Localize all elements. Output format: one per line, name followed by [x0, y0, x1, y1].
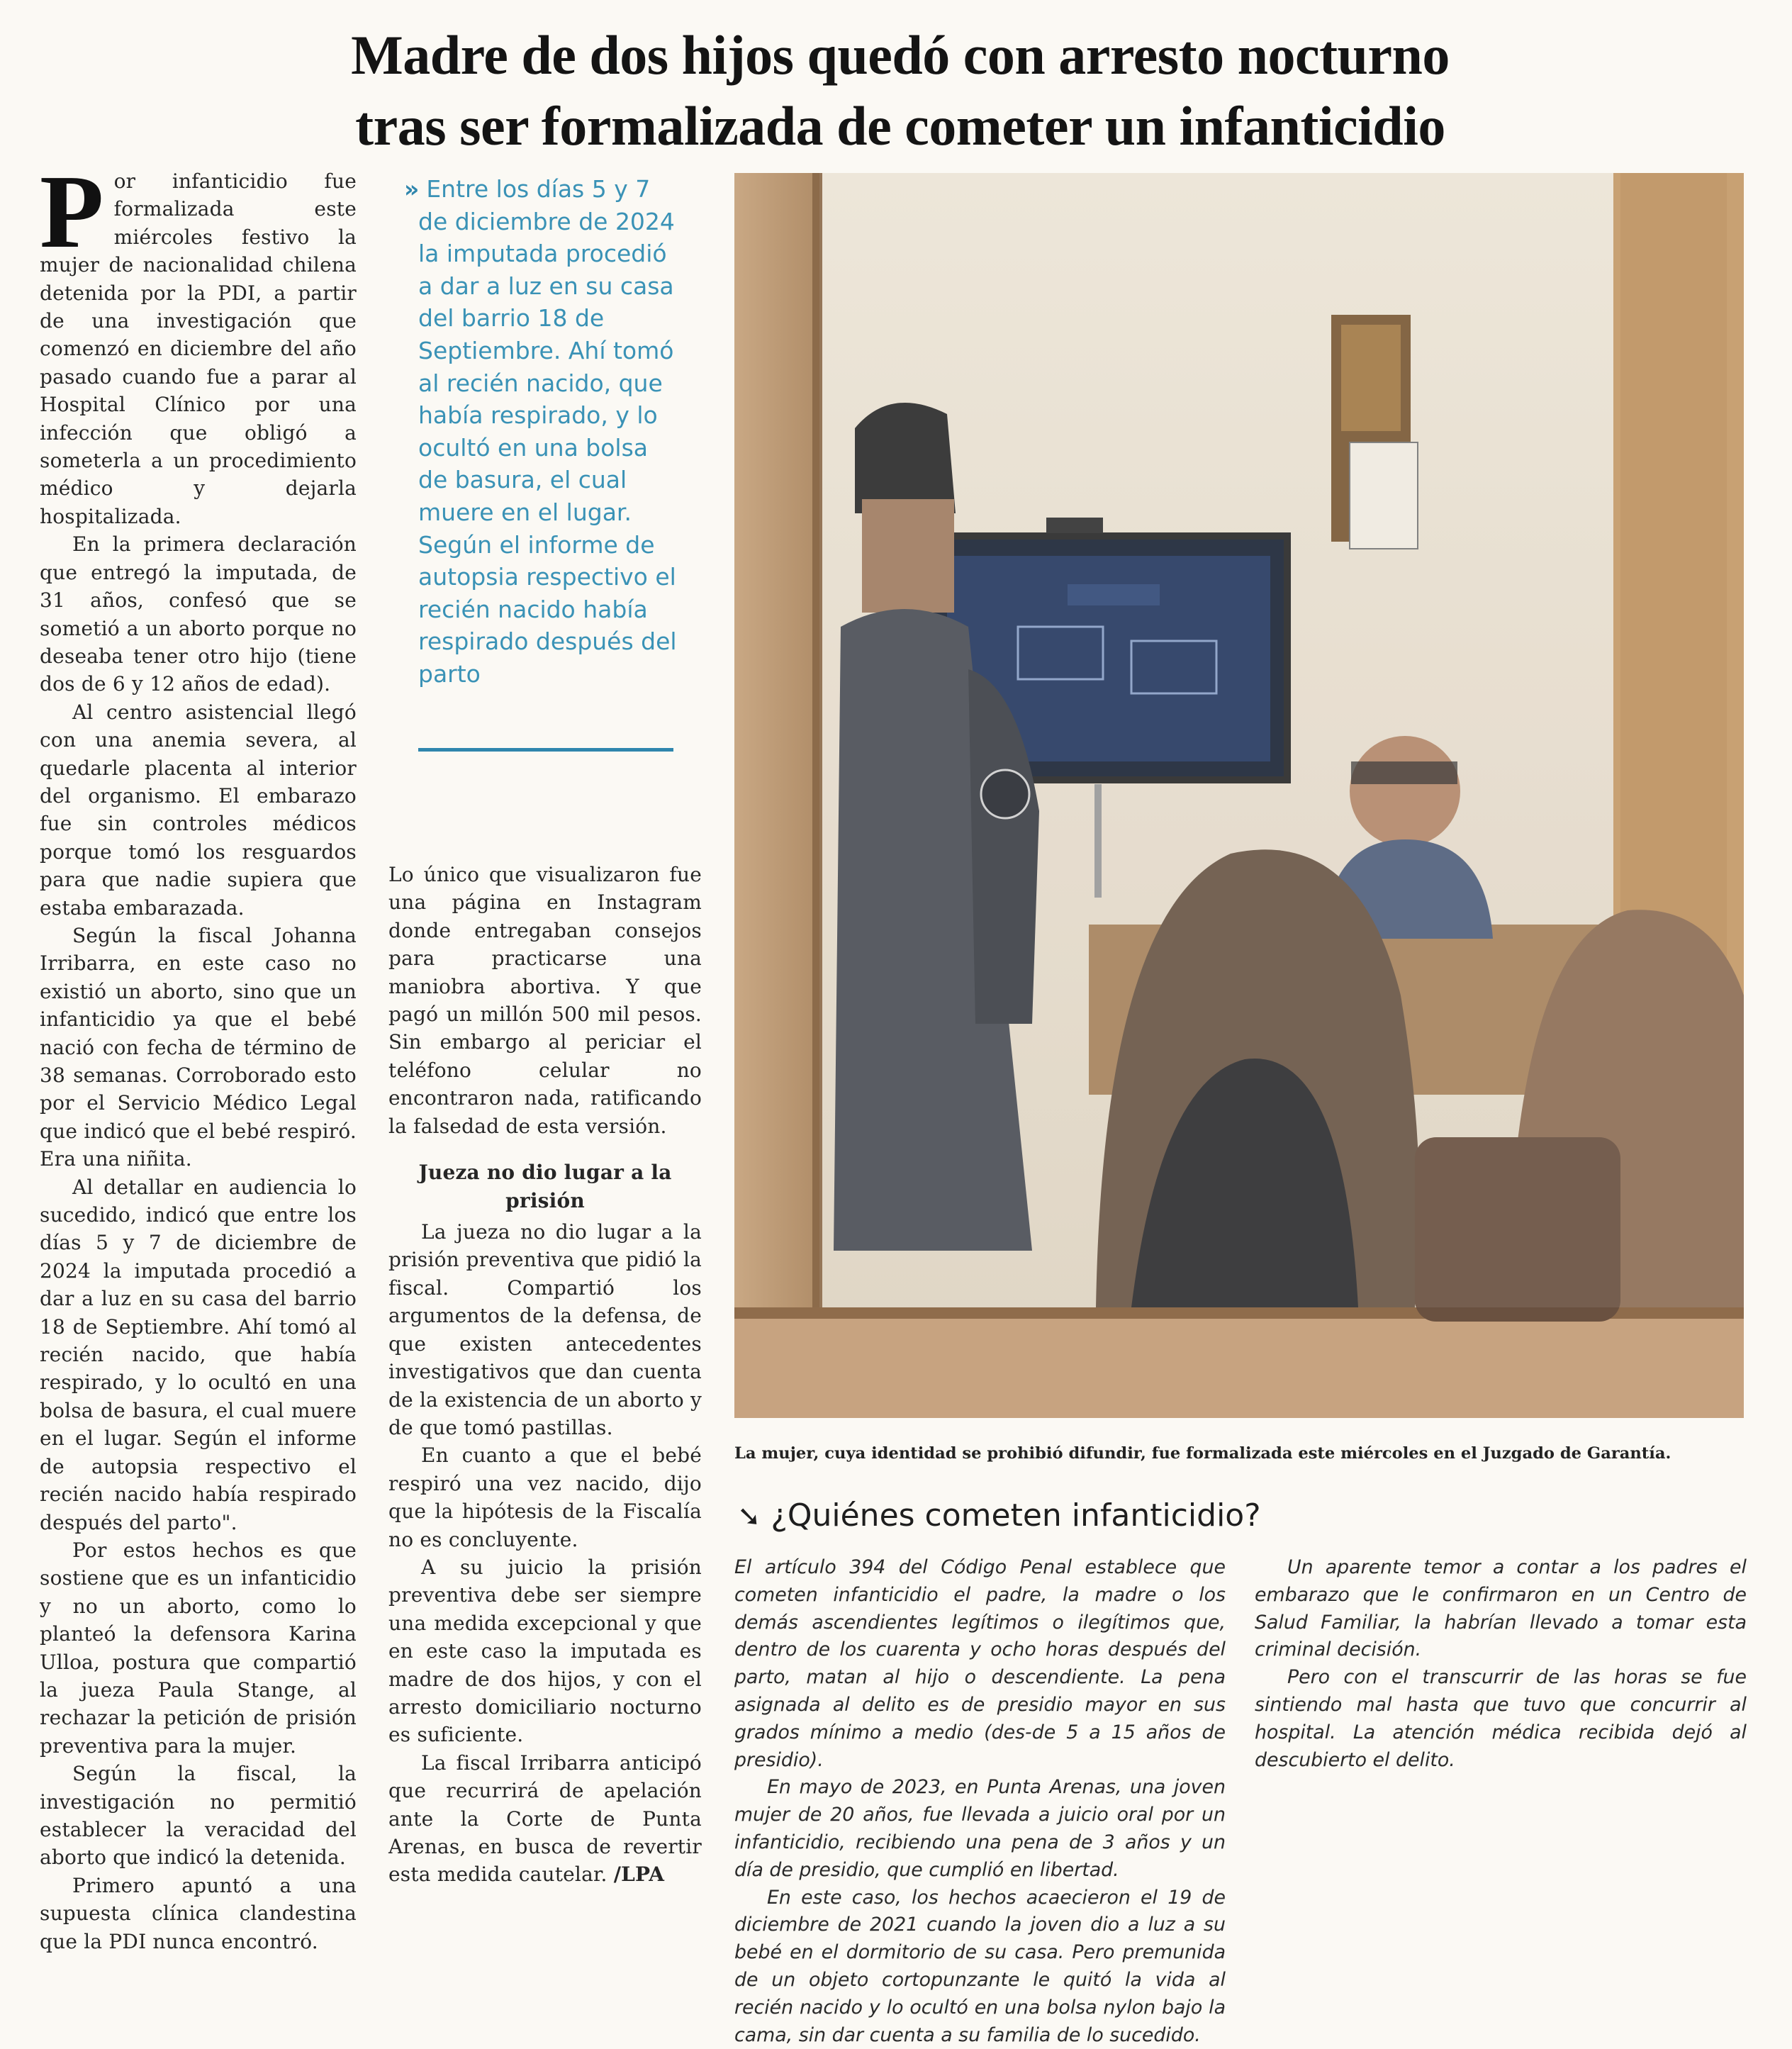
article-paragraph-1: Por infanticidio fue formalizada este miércoles festivo la mujer de nacionalidad chilena detenida por la PDI, a partir de una investigación que comenzó en diciembre del año pasado cuando fue a parar al Hospital Clínico por una infección que obligó a someterla a un procedimiento médico y dejarla hospitalizada. — [40, 154, 357, 528]
article-paragraph-9: Lo único que visualizaron fue una página en Instagram donde entregaban consejos para practicarse una maniobra abortiva. Y que pagó un millón 500 mil pesos. Sin embargo al periciar el teléfono celular no encontraron nada, ratificando la falsedad de esta versión. — [388, 863, 702, 1138]
sidebar-title — [737, 1496, 1744, 1536]
pull-quote-text: Entre los días 5 y 7 de diciembre de 2024 la imputada procedió a dar a luz en su casa del barrio 18 de Septiembre. Ahí tomó al recién nacido, que había respirado, y lo ocultó en una bolsa de basura, el cual muere en el lugar. Según el informe de autopsia respectivo el recién nacido había respirado después del parto — [418, 175, 677, 688]
article-paragraph-6: Por estos hechos es que sostiene que es un infanticidio y no un aborto, como lo planteó la defensora Karina Ulloa, postura que compartió la jueza Paula Stange, al rechazar la petición de prisión preventiva para la mujer. — [40, 1538, 357, 1758]
headline — [43, 20, 1758, 162]
sidebar-column-1 — [734, 1554, 1226, 2049]
sidebar-paragraph-2: En mayo de 2023, en Punta Arenas, una joven mujer de 20 años, fue llevada a juicio oral por un infanticidio, recibiendo una pena de 3 años y un día de presidio, que cumplió en libertad. — [734, 1776, 1226, 1881]
double-chevron-icon: » — [404, 175, 420, 203]
article-subhead: Jueza no dio lugar a la prisión — [418, 1161, 672, 1213]
arrow-down-right-icon: ➘ — [737, 1500, 761, 1533]
article-column-2 — [388, 861, 702, 1889]
article-paragraph-13: La fiscal Irribarra anticipó que recurrirá de apelación ante la Corte de Punta Arenas, en busca de revertir esta medida cautelar. /LPA — [388, 1751, 702, 1887]
drop-cap: P — [40, 154, 104, 270]
sidebar-paragraph-5: Pero con el transcurrir de las horas se fue sintiendo mal hasta que tuvo que concurrir al hospital. La atención médica recibida dejó al descubierto el delito. — [1255, 1666, 1747, 1771]
author-signature: /LPA — [613, 1863, 665, 1887]
article-paragraph-10: La jueza no dio lugar a la prisión preventiva que pidió la fiscal. Compartió los argumentos de la defensa, de que existen antecedentes investigativos que dan cuenta de la existencia de un aborto y de que tomó pastillas. — [388, 1220, 702, 1439]
article-column-1 — [40, 154, 357, 1955]
article-paragraph-11: En cuanto a que el bebé respiró una vez nacido, dijo que la hipótesis de la Fiscalía no es concluyente. — [388, 1444, 702, 1551]
article-paragraph-2: En la primera declaración que entregó la imputada, de 31 años, confesó que se sometió a un aborto porque no deseaba tener otro hijo (tiene dos de 6 y 12 años de edad). — [40, 532, 357, 696]
headline-line-2: tras ser formalizada de cometer un infanticidio — [355, 95, 1445, 157]
sidebar-paragraph-4: Un aparente temor a contar a los padres el embarazo que le confirmaron en un Centro de Salud Familiar, la habrían llevado a tomar esta criminal decisión. — [1255, 1556, 1747, 1661]
article-paragraph-4: Según la fiscal Johanna Irribarra, en este caso no existió un aborto, sino que un infanticidio ya que el bebé nació con fecha de término de 38 semanas. Corroborado esto por el Servicio Médico Legal que indicó que el bebé respiró. Era una niñita. — [40, 923, 357, 1171]
article-paragraph-7: Según la fiscal, la investigación no permitió establecer la veracidad del aborto que indicó la detenida. — [40, 1762, 357, 1870]
courtroom-illustration — [734, 173, 1744, 1418]
article-paragraph-5: Al detallar en audiencia lo sucedido, indicó que entre los días 5 y 7 de diciembre de 2024 la imputada procedió a dar a luz en su casa del barrio 18 de Septiembre. Ahí tomó al recién nacido, que había respirado, y lo ocultó en una bolsa de basura, el cual muere en el lugar. Según el informe de autopsia respectivo el recién nacido había respirado después del parto". — [40, 1175, 357, 1534]
sidebar-paragraph-1: El artículo 394 del Código Penal establece que cometen infanticidio el padre, la madre o los demás ascendientes legítimos o ilegítimos que, dentro de los cuarenta y ocho horas después del parto, matan al hijo o descendiente. La pena asignada al delito es de presidio mayor en sus grados mínimo a medio (des-de 5 a 15 años de presidio). — [734, 1556, 1226, 1771]
photo-caption: La mujer, cuya identidad se prohibió difundir, fue formalizada este miércoles en el Juzgado de Garantía. — [734, 1444, 1671, 1463]
article-paragraph-8: Primero apuntó a una supuesta clínica clandestina que la PDI nunca encontró. — [40, 1873, 357, 1953]
article-paragraph-3: Al centro asistencial llegó con una anemia severa, al quedarle placenta al interior del organismo. El embarazo fue sin controles médicos porque tomó los resguardos para que nadie supiera que estaba embarazada. — [40, 700, 357, 920]
headline-line-1: Madre de dos hijos quedó con arresto nocturno — [351, 24, 1450, 86]
sidebar-column-2 — [1255, 1554, 1747, 1774]
courtroom-photo — [734, 173, 1744, 1418]
pull-quote-rule — [418, 748, 673, 752]
article-paragraph-12: A su juicio la prisión preventiva debe ser siempre una medida excepcional y que en este caso la imputada es madre de dos hijos, y con el arresto domiciliario nocturno es suficiente. — [388, 1555, 702, 1747]
sidebar-title-text: ¿Quiénes cometen infanticidio? — [771, 1497, 1261, 1534]
sidebar-paragraph-3: En este caso, los hechos acaecieron el 19 de diciembre de 2021 cuando la joven dio a luz a su bebé en el dormitorio de su casa. Pero premunida de un objeto cortopunzante le quitó la vida al recién nacido y lo ocultó en una bolsa nylon bajo la cama, sin dar cuenta a su familia de lo sucedido. — [734, 1886, 1226, 2046]
pull-quote — [404, 173, 681, 691]
